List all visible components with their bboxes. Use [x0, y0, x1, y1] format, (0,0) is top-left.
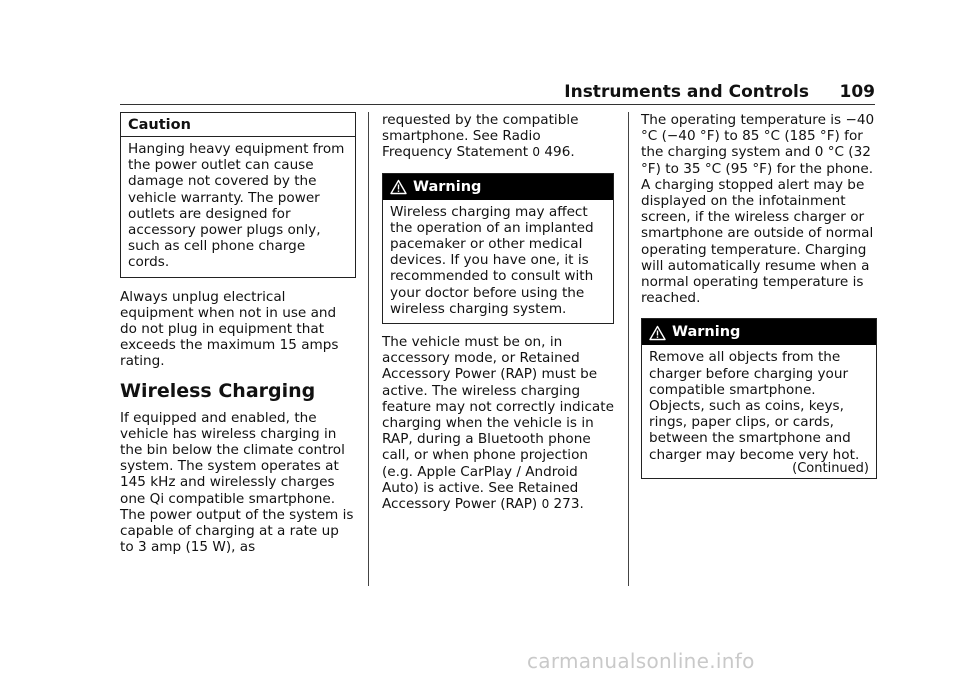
column-3: [641, 112, 877, 479]
continued-label: (Continued): [792, 460, 869, 476]
outlet-paragraph: Always unplug electrical equipment when not in use and do not plug in equipment that exceeds the maximum 15 amps rating.: [120, 288, 339, 370]
header-rule: [120, 104, 875, 105]
warning-title: Warning: [413, 178, 482, 195]
page-reference-icon: 0: [532, 145, 541, 160]
warning-text: Remove all objects from the charger before charging your compatible smartphone. Objects, such as coins, keys, rings, paper clips, or cards, between the smartphone and charger may become very hot.: [649, 349, 860, 463]
warning-title: Warning: [672, 324, 741, 341]
column-1: [120, 112, 356, 555]
page-header: [120, 82, 875, 104]
caution-text: Hanging heavy equipment from the power outlet can cause damage not covered by the vehicle warranty. The power outlets are designed for accessory power plugs only, such as cell phone charge cords.: [128, 141, 345, 271]
wireless-intro-paragraph: If equipped and enabled, the vehicle has wireless charging in the bin below the climate control system. The system operates at 145 kHz and wirelessly charges one Qi compatible smartphone. The power output of the system is capable of charging at a rate up to 3 amp (15 W), as: [120, 409, 354, 556]
warning-box-pacemaker: [382, 173, 614, 324]
warning-box-objects: [641, 318, 877, 478]
caution-box: [120, 112, 356, 278]
warning-title-bar: [642, 319, 876, 345]
page-number: 109: [839, 82, 875, 102]
column-divider-1: [368, 112, 369, 586]
section-heading: Wireless Charging: [120, 379, 316, 402]
warning-triangle-icon: [390, 179, 407, 195]
temperature-paragraph: The operating temperature is −40 °C (−40 °F) to 85 °C (185 °F) for the charging system and 0 °C (32 °F) to 35 °C (95 °F) for the phone. A charging stopped alert may be displayed on the infotainment screen, if the wireless charger or smartphone are outside of normal operating temperature. Charging will automatically resume when a normal operating temperature is reached.: [641, 112, 875, 307]
rf-paragraph-text: requested by the compatible smartphone. See Radio Frequency Statement: [382, 112, 579, 161]
watermark: carmanualsonline.info: [527, 649, 755, 673]
rf-reference-page[interactable]: 496.: [544, 144, 575, 161]
page-reference-icon: 0: [541, 497, 550, 512]
rap-paragraph: [382, 334, 614, 512]
column-divider-2: [628, 112, 629, 586]
column-2: [382, 112, 614, 512]
warning-title-bar: [383, 174, 613, 200]
rf-paragraph: [382, 112, 614, 161]
warning-triangle-icon: [649, 325, 666, 341]
caution-title: Caution: [121, 113, 355, 137]
rap-reference-page[interactable]: 273.: [553, 496, 584, 513]
header-title: Instruments and Controls: [564, 82, 809, 102]
rap-paragraph-text: The vehicle must be on, in accessory mode, or Retained Accessory Power (RAP) must be active. The wireless charging feature may not correctly indicate charging when the vehicle is in RAP, during a Bluetooth phone call, or when phone projection (e.g. Apple CarPlay / Android Auto) is active. See Retained Accessory Power (RAP): [382, 334, 614, 513]
warning-text: Wireless charging may affect the operation of an implanted pacemaker or other medical devices. If you have one, it is recommended to consult with your doctor before using the wireless charging system.: [390, 203, 594, 317]
